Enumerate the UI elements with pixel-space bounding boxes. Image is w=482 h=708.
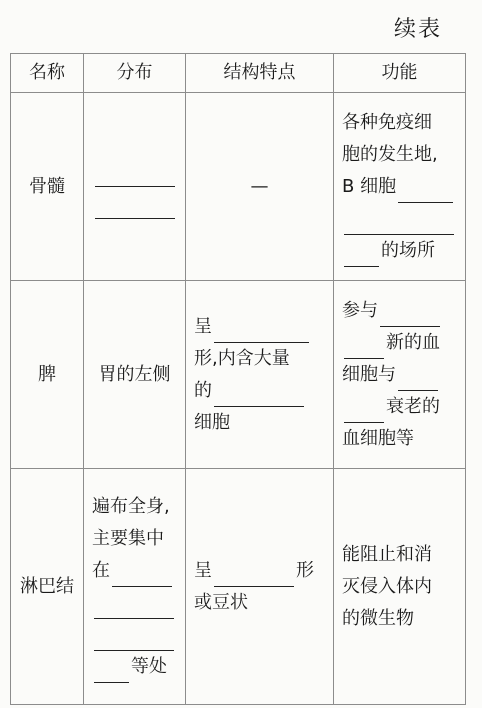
answer-blank (344, 244, 379, 267)
cell-name: 淋巴结 (11, 469, 84, 705)
cell-distribution: 胃的左侧 (84, 281, 186, 469)
text-line: 遍布全身, (92, 495, 170, 517)
text-line: 血细胞等 (342, 427, 414, 449)
answer-blank (344, 212, 454, 235)
text-line: 呈 (194, 315, 212, 337)
text-line: 各种免疫细 (342, 111, 432, 133)
text-line: 新的血 (386, 331, 440, 353)
text-line: 的 (194, 379, 212, 401)
text-line: 呈 (194, 559, 212, 581)
answer-blank (344, 336, 384, 359)
text-line: 参与 (342, 299, 378, 321)
text-line: 形 (296, 559, 314, 581)
header-distribution: 分布 (84, 54, 186, 93)
text-line: 形,内含大量 (194, 347, 290, 369)
answer-blank (398, 180, 453, 203)
answer-blank (95, 196, 175, 219)
answer-blank (94, 596, 174, 619)
table-row-lymph-node (11, 469, 466, 705)
text-line: 的场所 (381, 239, 435, 261)
text-line: 主要集中 (92, 527, 164, 549)
text-line: 衰老的 (386, 395, 440, 417)
text-line: 等处 (131, 655, 167, 677)
text-line: 灭侵入体内 (342, 575, 432, 597)
answer-blank (380, 304, 440, 327)
cell-distribution (84, 469, 186, 705)
answer-blank (94, 628, 174, 651)
cell-name: 脾 (11, 281, 84, 469)
header-function: 功能 (334, 54, 466, 93)
answer-blank (398, 368, 438, 391)
answer-blank (344, 400, 384, 423)
text-line: 细胞与 (342, 363, 396, 385)
text-line: 细胞 (194, 411, 230, 433)
text-line: B 细胞 (342, 175, 397, 197)
table-row-spleen (11, 281, 466, 469)
cell-function (334, 469, 466, 705)
header-name: 名称 (11, 54, 84, 93)
table-row-bone-marrow (11, 93, 466, 281)
text-line: 或豆状 (194, 591, 248, 613)
answer-blank (214, 320, 309, 343)
answer-blank (94, 660, 129, 683)
table-caption: 续表 (393, 17, 442, 42)
header-row (11, 54, 466, 93)
cell-function (334, 93, 466, 281)
answer-blank (112, 564, 172, 587)
cell-structure: — (186, 93, 334, 281)
cell-name: 骨髓 (11, 93, 84, 281)
text-line: 能阻止和消 (342, 543, 432, 565)
answer-blank (95, 164, 175, 187)
cell-structure (186, 469, 334, 705)
text-line: 胞的发生地, (342, 143, 438, 165)
answer-blank (214, 384, 304, 407)
header-structure: 结构特点 (186, 54, 334, 93)
text-line: 在 (92, 559, 110, 581)
answer-blank (214, 564, 294, 587)
text-line: 的微生物 (342, 607, 414, 629)
immune-organs-table (10, 53, 466, 705)
cell-function (334, 281, 466, 469)
cell-distribution (84, 93, 186, 281)
cell-structure (186, 281, 334, 469)
